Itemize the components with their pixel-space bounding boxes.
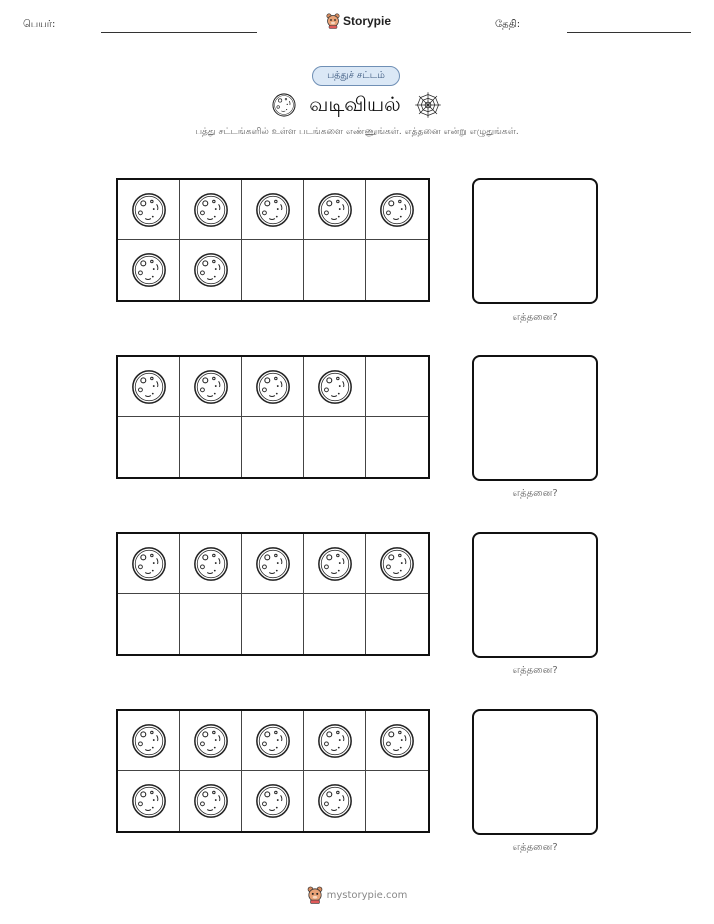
moon-icon [378,722,416,760]
frame-cell [242,594,304,654]
frame-cell [304,771,366,831]
prompt-3: எத்தனை? [512,665,558,676]
prompt-4: எத்தனை? [512,842,558,853]
frame-cell [180,594,242,654]
answer-box-1[interactable] [472,178,598,304]
frame-cell [242,357,304,417]
frame-cell [366,711,428,771]
moon-icon [192,191,230,229]
answer-box-3[interactable] [472,532,598,658]
answer-box-4[interactable] [472,709,598,835]
frame-cell [304,711,366,771]
name-line[interactable] [101,32,257,33]
moon-icon [254,545,292,583]
frame-cell [118,417,180,477]
frame-cell [242,711,304,771]
frame-cell [366,417,428,477]
storypie-mascot-icon [307,886,323,904]
moon-icon [192,722,230,760]
ten-frame-3 [116,532,430,656]
moon-icon [316,782,354,820]
frame-cell [366,534,428,594]
moon-icon [130,545,168,583]
frame-cell [304,240,366,300]
moon-icon [254,782,292,820]
frame-cell [180,240,242,300]
frame-cell [242,771,304,831]
frame-cell [366,357,428,417]
moon-icon [130,722,168,760]
frame-cell [180,180,242,240]
frame-cell [366,180,428,240]
frame-cell [242,180,304,240]
frame-cell [304,417,366,477]
frame-cell [118,594,180,654]
frame-cell [242,240,304,300]
moon-icon [378,191,416,229]
moon-icon [130,368,168,406]
frame-cell [118,240,180,300]
moon-icon [192,782,230,820]
name-label: பெயர்: [23,19,56,30]
ten-frame-2 [116,355,430,479]
brand-logo [326,13,391,29]
frame-cell [304,534,366,594]
moon-icon [130,191,168,229]
topic-badge: பத்துச் சட்டம் [312,66,400,86]
frame-cell [118,357,180,417]
spider-web-icon [413,90,443,120]
frame-cell [366,594,428,654]
frame-cell [118,711,180,771]
frame-cell [304,180,366,240]
moon-icon [316,722,354,760]
frame-cell [304,357,366,417]
brand-name: Storypie [343,14,392,28]
prompt-1: எத்தனை? [512,312,558,323]
moon-icon [254,191,292,229]
ten-frame-4 [116,709,430,833]
footer [0,886,714,904]
date-label: தேதி: [495,19,521,30]
frame-cell [180,357,242,417]
date-line[interactable] [567,32,691,33]
footer-url: mystorypie.com [326,889,408,901]
moon-icon [254,722,292,760]
frame-cell [180,711,242,771]
frame-cell [366,771,428,831]
frame-cell [180,534,242,594]
ten-frame-1 [116,178,430,302]
moon-icon [316,191,354,229]
moon-icon [378,545,416,583]
moon-icon [316,368,354,406]
moon-icon [192,545,230,583]
frame-cell [118,771,180,831]
moon-icon [254,368,292,406]
instruction-text: பத்து சட்டங்களில் உள்ள படங்களை எண்ணுங்கள். எத்தனை என்று எழுதுங்கள். [195,127,519,137]
answer-box-2[interactable] [472,355,598,481]
frame-cell [366,240,428,300]
frame-cell [242,534,304,594]
frame-cell [304,594,366,654]
moon-icon [192,368,230,406]
frame-cell [242,417,304,477]
prompt-2: எத்தனை? [512,488,558,499]
frame-cell [118,534,180,594]
moon-icon [130,251,168,289]
moon-icon [192,251,230,289]
title-row [0,89,714,121]
moon-icon [130,782,168,820]
worksheet-title: வடிவியல் [309,91,401,116]
frame-cell [180,417,242,477]
moon-icon [271,92,297,118]
frame-cell [180,771,242,831]
moon-icon [316,545,354,583]
storypie-mascot-icon [326,13,340,29]
frame-cell [118,180,180,240]
